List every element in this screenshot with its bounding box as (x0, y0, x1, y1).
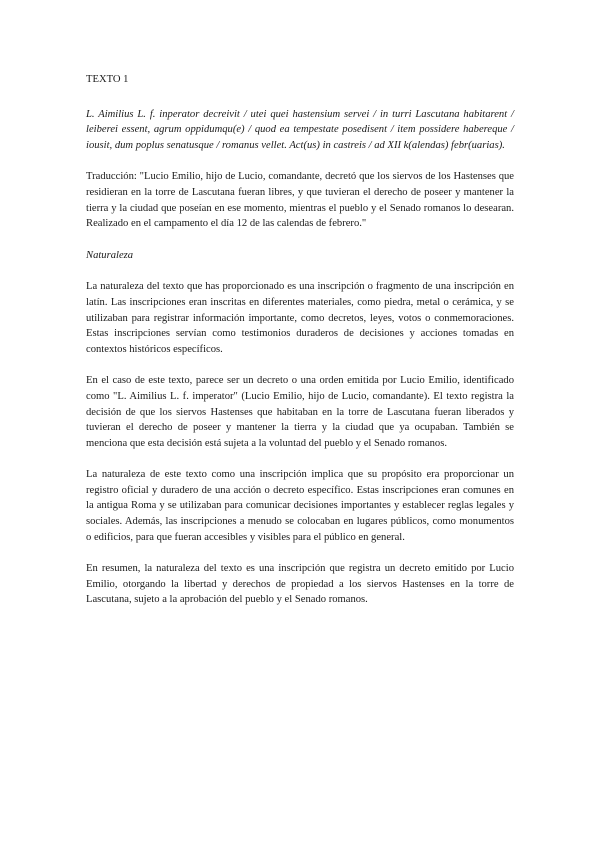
latin-inscription: L. Aimilius L. f. inperator decreivit / utei quei hastensium servei / in turri Lascutana habitarent / leiberei essent, agrum oppidumqu(e) / quod ea tempestate posedisent / item possidere habereque / iousit, dum poplus senatusque / romanus vellet. Act(us) in castreis / ad XII k(alendas) febr(uarias). (86, 108, 514, 151)
body-paragraph-1: La naturaleza del texto que has proporcionado es una inscripción o fragmento de una inscripción en latín. Las inscripciones eran inscritas en diferentes materiales, como piedra, metal o cerámica, y se utilizaban para registrar información importante, como decretos, leyes, votos o conmemoraciones. Estas inscripciones servían como testimonios duraderos de decisiones y acciones tomadas en contextos históricos específicos. (86, 281, 514, 355)
document-page (86, 72, 514, 624)
body-paragraph-3: La naturaleza de este texto como una inscripción implica que su propósito era proporcionar un registro oficial y duradero de una acción o decreto específico. Estas inscripciones eran comunes en la antigua Roma y se utilizaban para comunicar decisiones importantes y establecer reglas legales y sociales. Además, las inscripciones a menudo se colocaban en lugares públicos, como monumentos o edificios, para que fueran accesibles y visibles para el público en general. (86, 469, 514, 543)
body-paragraph-4: En resumen, la naturaleza del texto es una inscripción que registra un decreto emitido por Lucio Emilio, otorgando la libertad y derechos de propiedad a los siervos Hastenses en la torre de Lascutana, sujeto a la aprobación del pueblo y el Senado romanos. (86, 563, 514, 606)
body-paragraph-2: En el caso de este texto, parece ser un decreto o una orden emitida por Lucio Emilio, identificado como "L. Aimilius L. f. imperator" (Lucio Emilio, hijo de Lucio, comandante). El texto registra la decisión de que los siervos Hastenses que habitaban en la torre de Lascutana fueran liberados y tuvieran el derecho de poseer y mantener la tierra y la ciudad que ya ocupaban. También se menciona que esta decisión está sujeta a la voluntad del pueblo y el Senado romanos. (86, 375, 514, 449)
document-title: TEXTO 1 (86, 74, 129, 85)
translation-paragraph: Traducción: "Lucio Emilio, hijo de Lucio, comandante, decretó que los siervos de los Hastenses que residieran en la torre de Lascutana fueran libres, y que tuvieran el derecho de poseer y mantener la tierra y la ciudad que poseían en ese momento, mientras el pueblo y el Senado romanos lo desearan. Realizado en el campamento el día 12 de las calendas de febrero." (86, 171, 514, 230)
section-heading: Naturaleza (86, 249, 134, 261)
